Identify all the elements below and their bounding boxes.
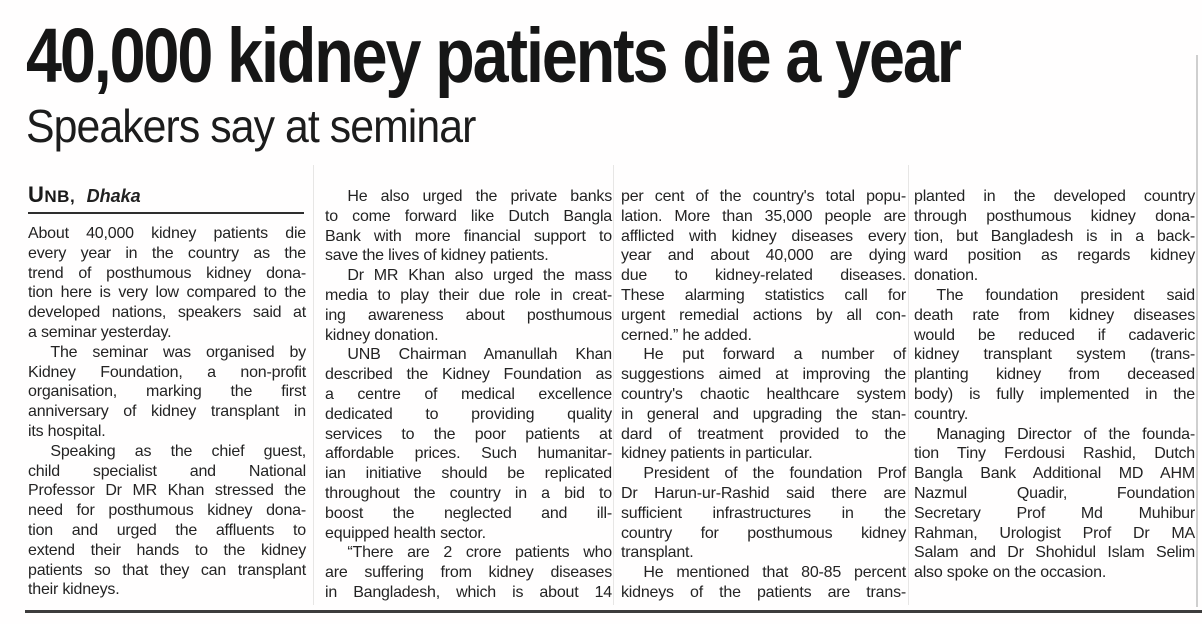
article-line: their kidneys.	[28, 581, 120, 599]
article-line: are suffering from kidney diseases	[325, 564, 612, 582]
article-column-4	[914, 187, 1195, 583]
article-line: kidney transplant system (trans-	[914, 346, 1195, 364]
article-line: He put forward a number of	[643, 346, 906, 364]
article-line: its hospital.	[28, 422, 106, 440]
article-line: Professor Dr MR Khan stressed the	[28, 482, 306, 500]
headline	[26, 13, 1138, 99]
article-line: kidney patients in particular.	[621, 445, 813, 463]
article-line: per cent of the country's total popu-	[621, 188, 906, 205]
article-line: also spoke on the occasion.	[914, 564, 1107, 582]
article-line: He mentioned that 80-85 percent	[643, 564, 906, 582]
article-line: due to kidney-related diseases.	[621, 267, 906, 285]
article-line: suggestions aimed at improving the	[621, 366, 906, 384]
article-line: in Bangladesh, which is about 14	[325, 583, 612, 601]
article-line: Rahman, Urologist Prof Dr MA	[914, 524, 1195, 542]
article-line: These alarming statistics call for	[621, 286, 906, 304]
article-line: tion here is very low compared to the	[28, 284, 306, 302]
article-line: body) is fully implemented in the	[914, 385, 1195, 403]
article-line: Kidney Foundation, a non-profit	[28, 363, 306, 381]
article-line: urgent remedial actions by all con-	[621, 306, 906, 324]
article-line: need for posthumous kidney dona-	[28, 502, 306, 520]
article-line: About 40,000 kidney patients die	[28, 225, 306, 242]
article-line: afflicted with kidney diseases every	[621, 227, 906, 245]
article-line: in general and upgrading the stan-	[621, 405, 906, 423]
article-line: every year in the country as the	[28, 244, 306, 262]
article-line: cerned.” he added.	[621, 326, 752, 344]
article-line: Secretary Prof Md Muhibur	[914, 504, 1195, 522]
subheadline-text: Speakers say at seminar	[26, 100, 476, 152]
article-column-3	[621, 187, 906, 603]
article-line: Bank with more financial support to	[325, 227, 612, 245]
article-column-1	[28, 224, 306, 600]
article-line: boost the neglected and ill-	[325, 504, 612, 522]
article-line: dedicated to providing quality	[325, 405, 612, 423]
byline	[28, 182, 141, 208]
article-line: developed nations, speakers said at	[28, 304, 306, 322]
headline-text: 40,000 kidney patients die a year	[26, 13, 960, 99]
article-line: services to the poor patients at	[325, 425, 612, 443]
article-line: a centre of medical excellence	[325, 385, 612, 403]
article-line: planting kidney from deceased	[914, 366, 1195, 384]
article-line: save the lives of kidney patients.	[325, 247, 549, 265]
article-line: country's chaotic healthcare system	[621, 385, 906, 403]
article-line: country for posthumous kidney	[621, 524, 906, 542]
article-line: media to play their due role in creat-	[325, 286, 612, 304]
article-line: extend their hands to the kidney	[28, 541, 306, 559]
byline-rule	[28, 212, 304, 214]
column-separator	[613, 165, 614, 605]
article-line: to come forward like Dutch Bangla	[325, 207, 612, 225]
article-line: would be reduced if cadaveric	[914, 326, 1195, 344]
article-line: Managing Director of the founda-	[936, 425, 1195, 443]
article-line: President of the foundation Prof	[643, 465, 906, 483]
article-line: “There are 2 crore patients who	[347, 544, 612, 562]
article-line: equipped health sector.	[325, 524, 486, 542]
column-separator	[908, 165, 909, 605]
article-line: a seminar yesterday.	[28, 323, 172, 341]
article-line: tion, but Bangladesh is in a back-	[914, 227, 1195, 245]
article-line: Speaking as the chief guest,	[50, 442, 306, 460]
article-line: tion Tiny Ferdousi Rashid, Dutch	[914, 445, 1195, 463]
article-line: Nazmul Quadir, Foundation	[914, 484, 1195, 502]
article-line: country.	[914, 405, 969, 423]
article-line: donation.	[914, 267, 979, 285]
page-edge-line	[1196, 55, 1198, 607]
article-line: Dr MR Khan also urged the mass	[347, 267, 612, 285]
article-line: sufficient infrastructures in the	[621, 504, 906, 522]
article-line: ward position as regards kidney	[914, 247, 1195, 265]
article-line: through posthumous kidney dona-	[914, 207, 1195, 225]
article-line: year and about 40,000 are dying	[621, 247, 906, 265]
article-line: affordable prices. Such humanitar-	[325, 445, 612, 463]
article-line: tion and urged the affluents to	[28, 521, 306, 539]
article-line: dard of treatment provided to the	[621, 425, 906, 443]
article-line: UNB Chairman Amanullah Khan	[347, 346, 612, 364]
byline-location: Dhaka	[86, 186, 141, 206]
article-line: patients so that they can transplant	[28, 561, 306, 579]
article-line: described the Kidney Foundation as	[325, 366, 612, 384]
article-line: Dr Harun-ur-Rashid said there are	[621, 484, 906, 502]
article-line: The seminar was organised by	[50, 343, 306, 361]
article-line: The foundation president said	[936, 286, 1195, 304]
subheadline	[26, 100, 509, 152]
article-line: planted in the developed country	[914, 188, 1195, 205]
article-line: anniversary of kidney transplant in	[28, 403, 306, 421]
column-separator	[313, 165, 314, 605]
article-line: organisation, marking the first	[28, 383, 306, 401]
article-line: Bangla Bank Additional MD AHM	[914, 465, 1195, 483]
article-line: child specialist and National	[28, 462, 306, 480]
article-line: lation. More than 35,000 people are	[621, 207, 906, 225]
article-line: kidneys of the patients are trans-	[621, 583, 906, 601]
byline-agency: UNB,	[28, 182, 76, 207]
bottom-rule	[25, 610, 1202, 613]
article-line: death rate from kidney diseases	[914, 306, 1195, 324]
article-column-2	[325, 187, 612, 603]
article-line: kidney donation.	[325, 326, 439, 344]
article-line: ian initiative should be replicated	[325, 465, 612, 483]
article-line: Salam and Dr Shohidul Islam Selim	[914, 544, 1195, 562]
article-line: He also urged the private banks	[347, 188, 612, 205]
article-line: transplant.	[621, 544, 694, 562]
article-line: throughout the country in a bid to	[325, 484, 612, 502]
article-line: ing awareness about posthumous	[325, 306, 612, 324]
article-line: trend of posthumous kidney dona-	[28, 264, 306, 282]
